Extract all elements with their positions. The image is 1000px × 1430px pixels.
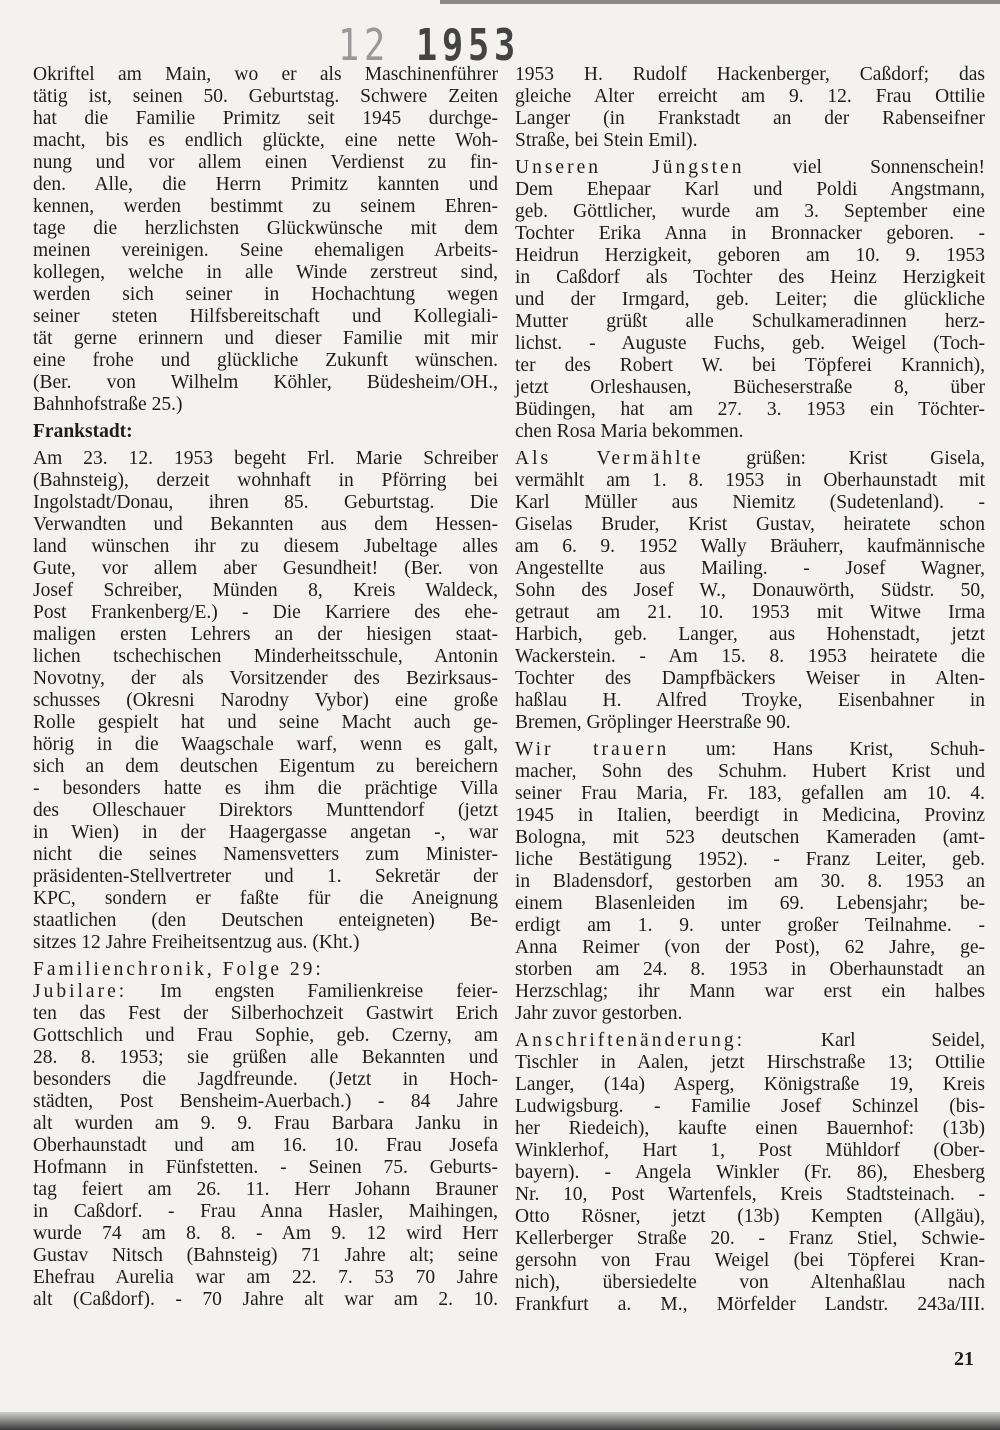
text-line: lichen tschechischen Minderheitsschule, Antonin (33, 646, 498, 667)
text-line: Karl Müller aus Niemitz (Sudetenland). - (515, 492, 985, 513)
line-text: viel Sonnenschein! (744, 157, 985, 178)
text-line: Wackerstein. - Am 15. 8. 1953 heiratete die (515, 646, 985, 667)
text-line: alt (Caßdorf). - 70 Jahre alt war am 2. 10. (33, 1289, 498, 1310)
text-line: in Caßdorf als Tochter des Heinz Herzigkeit (515, 267, 985, 288)
text-line (515, 1030, 985, 1052)
section-heading: Frankstadt: (33, 421, 133, 442)
text-line: den. Alle, die Herrn Primitz kannten und (33, 174, 498, 195)
text-line: (Ber. von Wilhelm Köhler, Büdesheim/OH., (33, 372, 498, 393)
text-line: liche Bestätigung 1952). - Franz Leiter, geb. (515, 849, 985, 870)
text-line: getraut am 21. 10. 1953 mit Witwe Irma (515, 602, 985, 623)
text-line: Straße, bei Stein Emil). (515, 130, 698, 151)
text-line: des Olleschauer Direktors Munttendorf (jetzt (33, 800, 498, 821)
text-line: und der Irmgard, geb. Leiter; die glückliche (515, 289, 985, 310)
spaced-lead-word: Anschriftenänderung: (515, 1030, 746, 1051)
text-line (515, 448, 985, 470)
text-line: Langer (in Frankstadt an der Rabenseifner (515, 108, 985, 129)
text-line: storben am 24. 8. 1953 in Oberhaunstadt an (515, 959, 985, 980)
paragraph (33, 959, 498, 981)
text-line: Angestellte aus Mailing. - Josef Wagner, (515, 558, 985, 579)
text-line: Bremen, Gröplinger Heerstraße 90. (515, 712, 791, 733)
line-text: Karl Seidel, (745, 1030, 985, 1051)
text-line: her Riedeich), kaufte einen Bauernhof: (13b) (515, 1118, 985, 1139)
paragraph (515, 1030, 985, 1316)
paragraph (515, 739, 985, 1025)
text-line: Anna Reimer (von der Post), 62 Jahre, ge- (515, 937, 985, 958)
text-line: in Caßdorf. - Frau Anna Hasler, Maihingen, (33, 1201, 498, 1222)
text-line: in Bladensdorf, gestorben am 30. 8. 1953 an (515, 871, 985, 892)
text-line: Novotny, der als Vorsitzender des Bezirksaus- (33, 668, 498, 689)
text-line: hörig in die Waagschale warf, wenn es galt, (33, 734, 498, 755)
text-line: seiner Frau Maria, Fr. 183, gefallen am 10. 4. (515, 783, 985, 804)
text-line: 1945 in Italien, beerdigt in Medicina, Provinz (515, 805, 985, 826)
text-line: eine frohe und glückliche Zukunft wünschen. (33, 350, 498, 371)
text-line: Harbich, geb. Langer, aus Hohenstadt, jetzt (515, 624, 985, 645)
text-line: 1953 H. Rudolf Hackenberger, Caßdorf; das (515, 64, 985, 85)
text-line: seiner steten Hilfsbereitschaft und Kollegiali- (33, 306, 498, 327)
stamp-year: 1953 (415, 20, 520, 71)
text-line: tät gerne erinnern und dieser Familie mit mir (33, 328, 498, 349)
text-line: haßlau H. Alfred Troyke, Eisenbahner in (515, 690, 985, 711)
paragraph (515, 157, 985, 443)
text-line: hat die Familie Primitz seit 1945 durchge- (33, 108, 498, 129)
text-line: ten das Fest der Silberhochzeit Gastwirt Erich (33, 1003, 498, 1024)
text-line: werden sich seiner in Hochachtung wegen (33, 284, 498, 305)
text-line: nung und vor allem einen Verdienst zu fin- (33, 152, 498, 173)
paragraph (515, 64, 985, 152)
text-line: ter des Robert W. bei Töpferei Krannich), (515, 355, 985, 376)
text-line: in Wien) in der Haagergasse angetan -, war (33, 822, 498, 843)
text-line: Gute, vor allem aber Gesundheit! (Ber. von (33, 558, 498, 579)
text-line: Gottschlich und Frau Sophie, geb. Czerny, am (33, 1025, 498, 1046)
text-line: gleiche Alter erreicht am 9. 12. Frau Ottilie (515, 86, 985, 107)
text-line: 28. 8. 1953; sie grüßen alle Bekannten und (33, 1047, 498, 1068)
text-line: tag feiert am 26. 11. Herr Johann Brauner (33, 1179, 498, 1200)
text-line: Am 23. 12. 1953 begeht Frl. Marie Schreiber (33, 448, 498, 469)
spaced-lead-word: Unseren Jüngsten (515, 157, 745, 178)
text-line: Ludwigsburg. - Familie Josef Schinzel (bis- (515, 1096, 985, 1117)
text-line: KPC, sondern er faßte für die Aneignung (33, 888, 498, 909)
column-right (515, 64, 985, 1321)
text-line: Bologna, mit 523 deutschen Kameraden (amt- (515, 827, 985, 848)
line-text: Im engsten Familienkreise feier- (127, 981, 498, 1002)
text-line: chen Rosa Maria bekommen. (515, 421, 744, 442)
text-line: sich an dem deutschen Eigentum zu bereichern (33, 756, 498, 777)
paragraph (515, 448, 985, 734)
text-line: macht, bis es endlich glückte, eine nette Woh- (33, 130, 498, 151)
text-line: land wünschen ihr zu diesem Jubeltage alles (33, 536, 498, 557)
text-line: Tochter des Dampfbäckers Weiser in Alten- (515, 668, 985, 689)
text-line: sitzes 12 Jahre Freiheitsentzug aus. (Kht.) (33, 932, 360, 953)
text-line: Ehefrau Aurelia war am 22. 7. 53 70 Jahre (33, 1267, 498, 1288)
text-line: Langer, (14a) Asperg, Königstraße 19, Kreis (515, 1074, 985, 1095)
text-line: Frankfurt a. M., Mörfelder Landstr. 243a/III. (515, 1294, 985, 1315)
text-line: Herzschlag; ihr Mann war erst ein halbes (515, 981, 985, 1002)
text-line: Hofmann in Fünfstetten. - Seinen 75. Geburts- (33, 1157, 498, 1178)
text-line: kollegen, welche in alle Winde zerstreut sind, (33, 262, 498, 283)
text-line: Bahnhofstraße 25.) (33, 394, 183, 415)
text-line (515, 739, 985, 761)
text-line: wurde 74 am 8. 8. - Am 9. 12 wird Herr (33, 1223, 498, 1244)
text-line: Gustav Nitsch (Bahnsteig) 71 Jahre alt; seine (33, 1245, 498, 1266)
text-line: besonders die Jagdfreunde. (Jetzt in Hoch- (33, 1069, 498, 1090)
column-left (33, 64, 498, 1316)
text-line: Büdingen, hat am 27. 3. 1953 ein Töchter- (515, 399, 985, 420)
spaced-lead-word: Wir trauern (515, 739, 670, 760)
text-line: bayern). - Angela Winkler (Fr. 86), Ehesberg (515, 1162, 985, 1183)
text-line (515, 157, 985, 179)
text-line: Winklerhof, Hart 1, Post Mühldorf (Ober- (515, 1140, 985, 1161)
text-line: Nr. 10, Post Wartenfels, Kreis Stadtsteinach. - (515, 1184, 985, 1205)
text-line: am 6. 9. 1952 Wally Bräuherr, kaufmännische (515, 536, 985, 557)
text-line: - besonders hatte es ihm die prächtige Villa (33, 778, 498, 799)
text-line: maligen ersten Lehrers an der hiesigen staat- (33, 624, 498, 645)
text-line: tätig ist, seinen 50. Geburtstag. Schwere Zeiten (33, 86, 498, 107)
text-line: Verwandten und Bekannten aus dem Hessen- (33, 514, 498, 535)
text-line: Mutter grüßt alle Schulkameradinnen herz- (515, 311, 985, 332)
text-line: geb. Göttlicher, wurde am 3. September eine (515, 201, 985, 222)
text-line: meinen vereinigen. Seine ehemaligen Arbeits- (33, 240, 498, 261)
text-line: präsidenten-Stellvertreter und 1. Sekretär der (33, 866, 498, 887)
text-line: Sohn des Josef W., Donauwörth, Südstr. 50, (515, 580, 985, 601)
text-line: lichst. - Auguste Fuchs, geb. Weigel (Toch- (515, 333, 985, 354)
spaced-lead-word: Jubilare: (33, 981, 128, 1002)
text-line: Familienchronik, Folge 29: (33, 959, 324, 980)
text-line: vermählt am 1. 8. 1953 in Oberhaunstadt mit (515, 470, 985, 491)
text-line: Giselas Bruder, Krist Gustav, heiratete schon (515, 514, 985, 535)
text-line: Josef Schreiber, Münden 8, Kreis Waldeck, (33, 580, 498, 601)
text-line: Kellerberger Straße 20. - Franz Stiel, Schwie- (515, 1228, 985, 1249)
text-line: städten, Post Bensheim-Auerbach.) - 84 Jahre (33, 1091, 498, 1112)
text-line: Heidrun Herzigkeit, geboren am 10. 9. 1953 (515, 245, 985, 266)
text-line: gersohn von Frau Weigel (bei Töpferei Kran- (515, 1250, 985, 1271)
spaced-lead-word: Als Vermählte (515, 448, 704, 469)
paragraph (33, 981, 498, 1311)
text-line: schusses (Okresni Narodny Vybor) eine große (33, 690, 498, 711)
text-line: Jahr zuvor gestorben. (515, 1003, 683, 1024)
text-line: einem Blasenleiden im 69. Lebensjahr; be- (515, 893, 985, 914)
scan-edge-top (440, 0, 1000, 4)
text-line: staatlichen (den Deutschen enteigneten) Be- (33, 910, 498, 931)
text-line: Okriftel am Main, wo er als Maschinenführer (33, 64, 498, 85)
text-line: Otto Rösner, jetzt (13b) Kempten (Allgäu), (515, 1206, 985, 1227)
text-line: tage die herzlichsten Glückwünsche mit dem (33, 218, 498, 239)
text-line: (Bahnsteig), derzeit wohnhaft in Pförring bei (33, 470, 498, 491)
paragraph (33, 64, 498, 416)
paragraph (33, 448, 498, 954)
text-line: alt wurden am 9. 9. Frau Barbara Janku in (33, 1113, 498, 1134)
text-line: Ingolstadt/Donau, ihren 85. Geburtstag. Die (33, 492, 498, 513)
text-line: jetzt Orleshausen, Bücheserstraße 8, über (515, 377, 985, 398)
text-line (33, 981, 498, 1003)
text-line: Dem Ehepaar Karl und Poldi Angstmann, (515, 179, 985, 200)
text-line: kennen, werden bestimmt zu seinem Ehren- (33, 196, 498, 217)
text-line: Tochter Erika Anna in Bronnacker geboren. - (515, 223, 985, 244)
stamp-month: 12 (338, 20, 390, 71)
text-line: Tischler in Aalen, jetzt Hirschstraße 13; Ottilie (515, 1052, 985, 1073)
text-line: macher, Sohn des Schuhm. Hubert Krist und (515, 761, 985, 782)
text-line: Rolle gespielt hat und seine Macht auch ge- (33, 712, 498, 733)
text-line: Post Frankenberg/E.) - Die Karriere des ehe- (33, 602, 498, 623)
scan-edge-bottom (0, 1412, 1000, 1430)
line-text: um: Hans Krist, Schuh- (669, 739, 985, 760)
text-line: nicht die seines Namensvetters zum Minister- (33, 844, 498, 865)
text-line: Oberhaunstadt und am 16. 10. Frau Josefa (33, 1135, 498, 1156)
line-text: grüßen: Krist Gisela, (703, 448, 985, 469)
text-line: nich), übersiedelte von Altenhaßlau nach (515, 1272, 985, 1293)
page-number: 21 (954, 1348, 974, 1370)
text-line: erdigt am 1. 9. unter großer Teilnahme. - (515, 915, 985, 936)
